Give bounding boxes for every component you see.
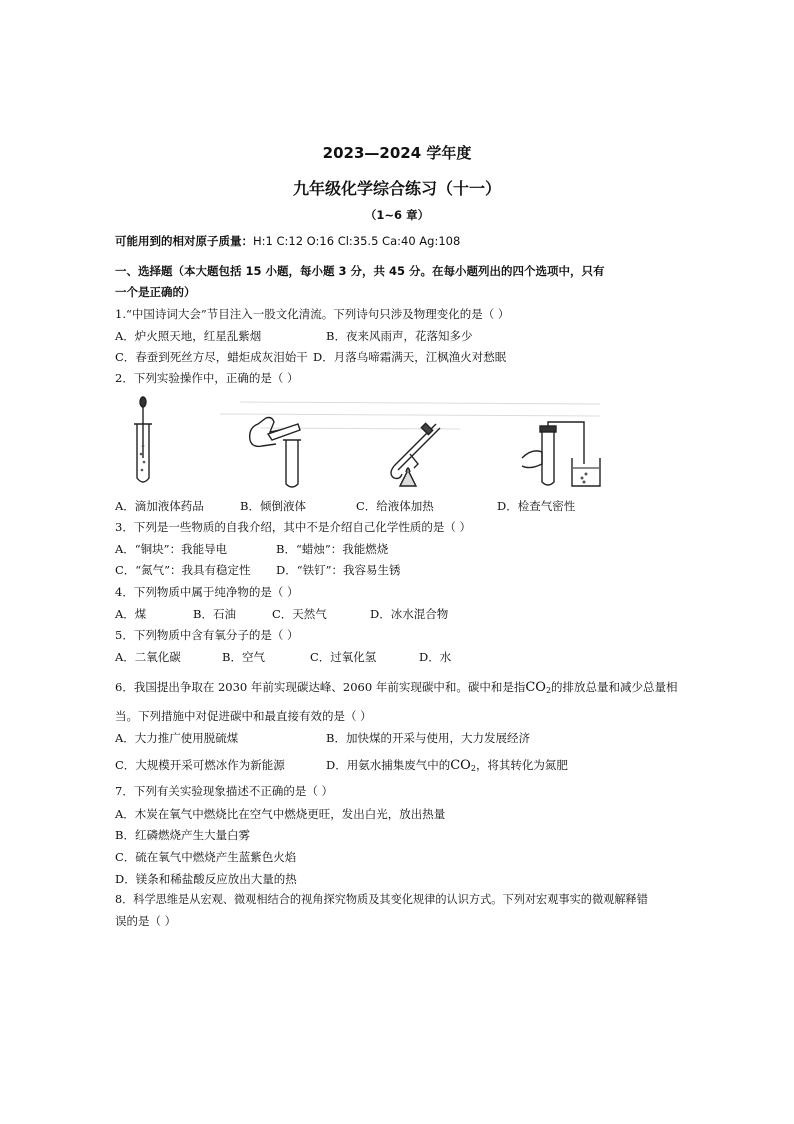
question-6-stem-cont: 当。下列措施中对促进碳中和最直接有效的是（ ） [115,709,372,723]
q6-option-d-part2: ，将其转化为氮肥 [475,758,568,772]
q7-option-b: B．红磷燃烧产生大量白雾 [115,828,250,842]
question-4-stem: 4．下列物质中属于纯净物的是（ ） [115,585,299,599]
section-heading: 一、选择题（本大题包括 15 小题，每小题 3 分，共 45 分。在每小题列出的四个选项中，只有 [115,264,605,278]
co2-subscript: 2 [545,686,552,695]
q3-option-c: C．“氮气”：我具有稳定性 [115,563,251,577]
q5-option-a: A．二氧化碳 [115,650,181,664]
q7-option-a: A．木炭在氧气中燃烧比在空气中燃烧更旺，发出白光，放出热量 [115,807,446,821]
atomic-mass-values: H:1 C:12 O:16 Cl:35.5 Ca:40 Ag:108 [253,234,461,248]
co2-symbol: CO [525,680,546,695]
exam-title: 九年级化学综合练习（十一） [292,179,501,198]
q6-option-d [326,758,568,773]
q3-option-a: A．“铜块”：我能导电 [115,542,228,556]
co2-subscript-d: 2 [470,764,476,773]
chapter-range: （1~6 章） [364,208,430,222]
question-3-stem: 3．下列是一些物质的自我介绍，其中不是介绍自己化学性质的是（ ） [115,520,471,534]
q1-option-c: C．春蚕到死丝方尽，蜡炬成灰泪始干 [115,350,308,364]
school-year-title: 2023—2024 学年度 [322,144,472,162]
question-7-stem: 7．下列有关实验现象描述不正确的是（ ） [115,784,333,798]
q2-option-d: D．检查气密性 [497,499,576,513]
q1-option-a: A．炉火照天地，红星乱紫烟 [115,329,262,343]
q6-stem-part1: 6．我国提出争取在 2030 年前实现碳达峰、2060 年前实现碳中和。碳中和是指 [115,680,526,694]
q4-option-c: C．天然气 [272,607,327,621]
section-heading-cont: 一个是正确的） [115,285,196,299]
q6-option-a: A．大力推广使用脱硫煤 [115,731,239,745]
q3-option-d: D．“铁钉”：我容易生锈 [276,563,401,577]
question-2-stem: 2．下列实验操作中，正确的是（ ） [115,371,299,385]
airtightness-check-figure [518,418,608,490]
q2-option-c: C．给液体加热 [356,499,434,513]
q4-option-b: B．石油 [193,607,236,621]
question-8-stem-cont: 误的是（ ） [115,914,177,928]
q4-option-a: A．煤 [115,607,147,621]
question-5-stem: 5．下列物质中含有氧分子的是（ ） [115,628,299,642]
co2-formula [525,680,551,695]
q3-option-b: B．“蜡烛”：我能燃烧 [276,542,389,556]
q6-option-d-part1: D．用氨水捕集废气中的 [326,758,451,772]
co2-formula-d [450,758,476,773]
q7-option-c: C．硫在氧气中燃烧产生蓝紫色火焰 [115,850,297,864]
q6-option-c: C．大规模开采可燃冰作为新能源 [115,758,285,772]
q2-option-a: A．滴加液体药品 [115,499,204,513]
heating-liquid-figure [380,420,442,488]
q1-option-b: B．夜来风雨声，花落知多少 [326,329,473,343]
question-1-stem: 1.“中国诗词大会”节目注入一股文化清流。下列诗句只涉及物理变化的是（ ） [115,307,510,321]
atomic-mass-label: 可能用到的相对原子质量： [115,234,253,248]
q6-stem-part2: 的排放总量和减少总量相 [551,680,678,694]
co2-symbol-d: CO [450,758,471,773]
atomic-mass-line [115,234,460,248]
q5-option-c: C．过氧化氢 [310,650,377,664]
q5-option-b: B．空气 [222,650,265,664]
pouring-liquid-figure [246,410,304,490]
dropper-test-tube-figure [128,396,158,488]
question-6-stem [115,680,678,695]
q6-option-b: B．加快煤的开采与使用，大力发展经济 [326,731,530,745]
q5-option-d: D．水 [419,650,452,664]
q4-option-d: D．冰水混合物 [370,607,449,621]
question-8-stem: 8．科学思维是从宏观、微观相结合的视角探究物质及其变化规律的认识方式。下列对宏观事实的微观解释错 [115,893,648,906]
q7-option-d: D．镁条和稀盐酸反应放出大量的热 [115,872,297,886]
q1-option-d: D．月落乌啼霜满天，江枫渔火对愁眠 [313,350,507,364]
q2-option-b: B．倾倒液体 [240,499,306,513]
